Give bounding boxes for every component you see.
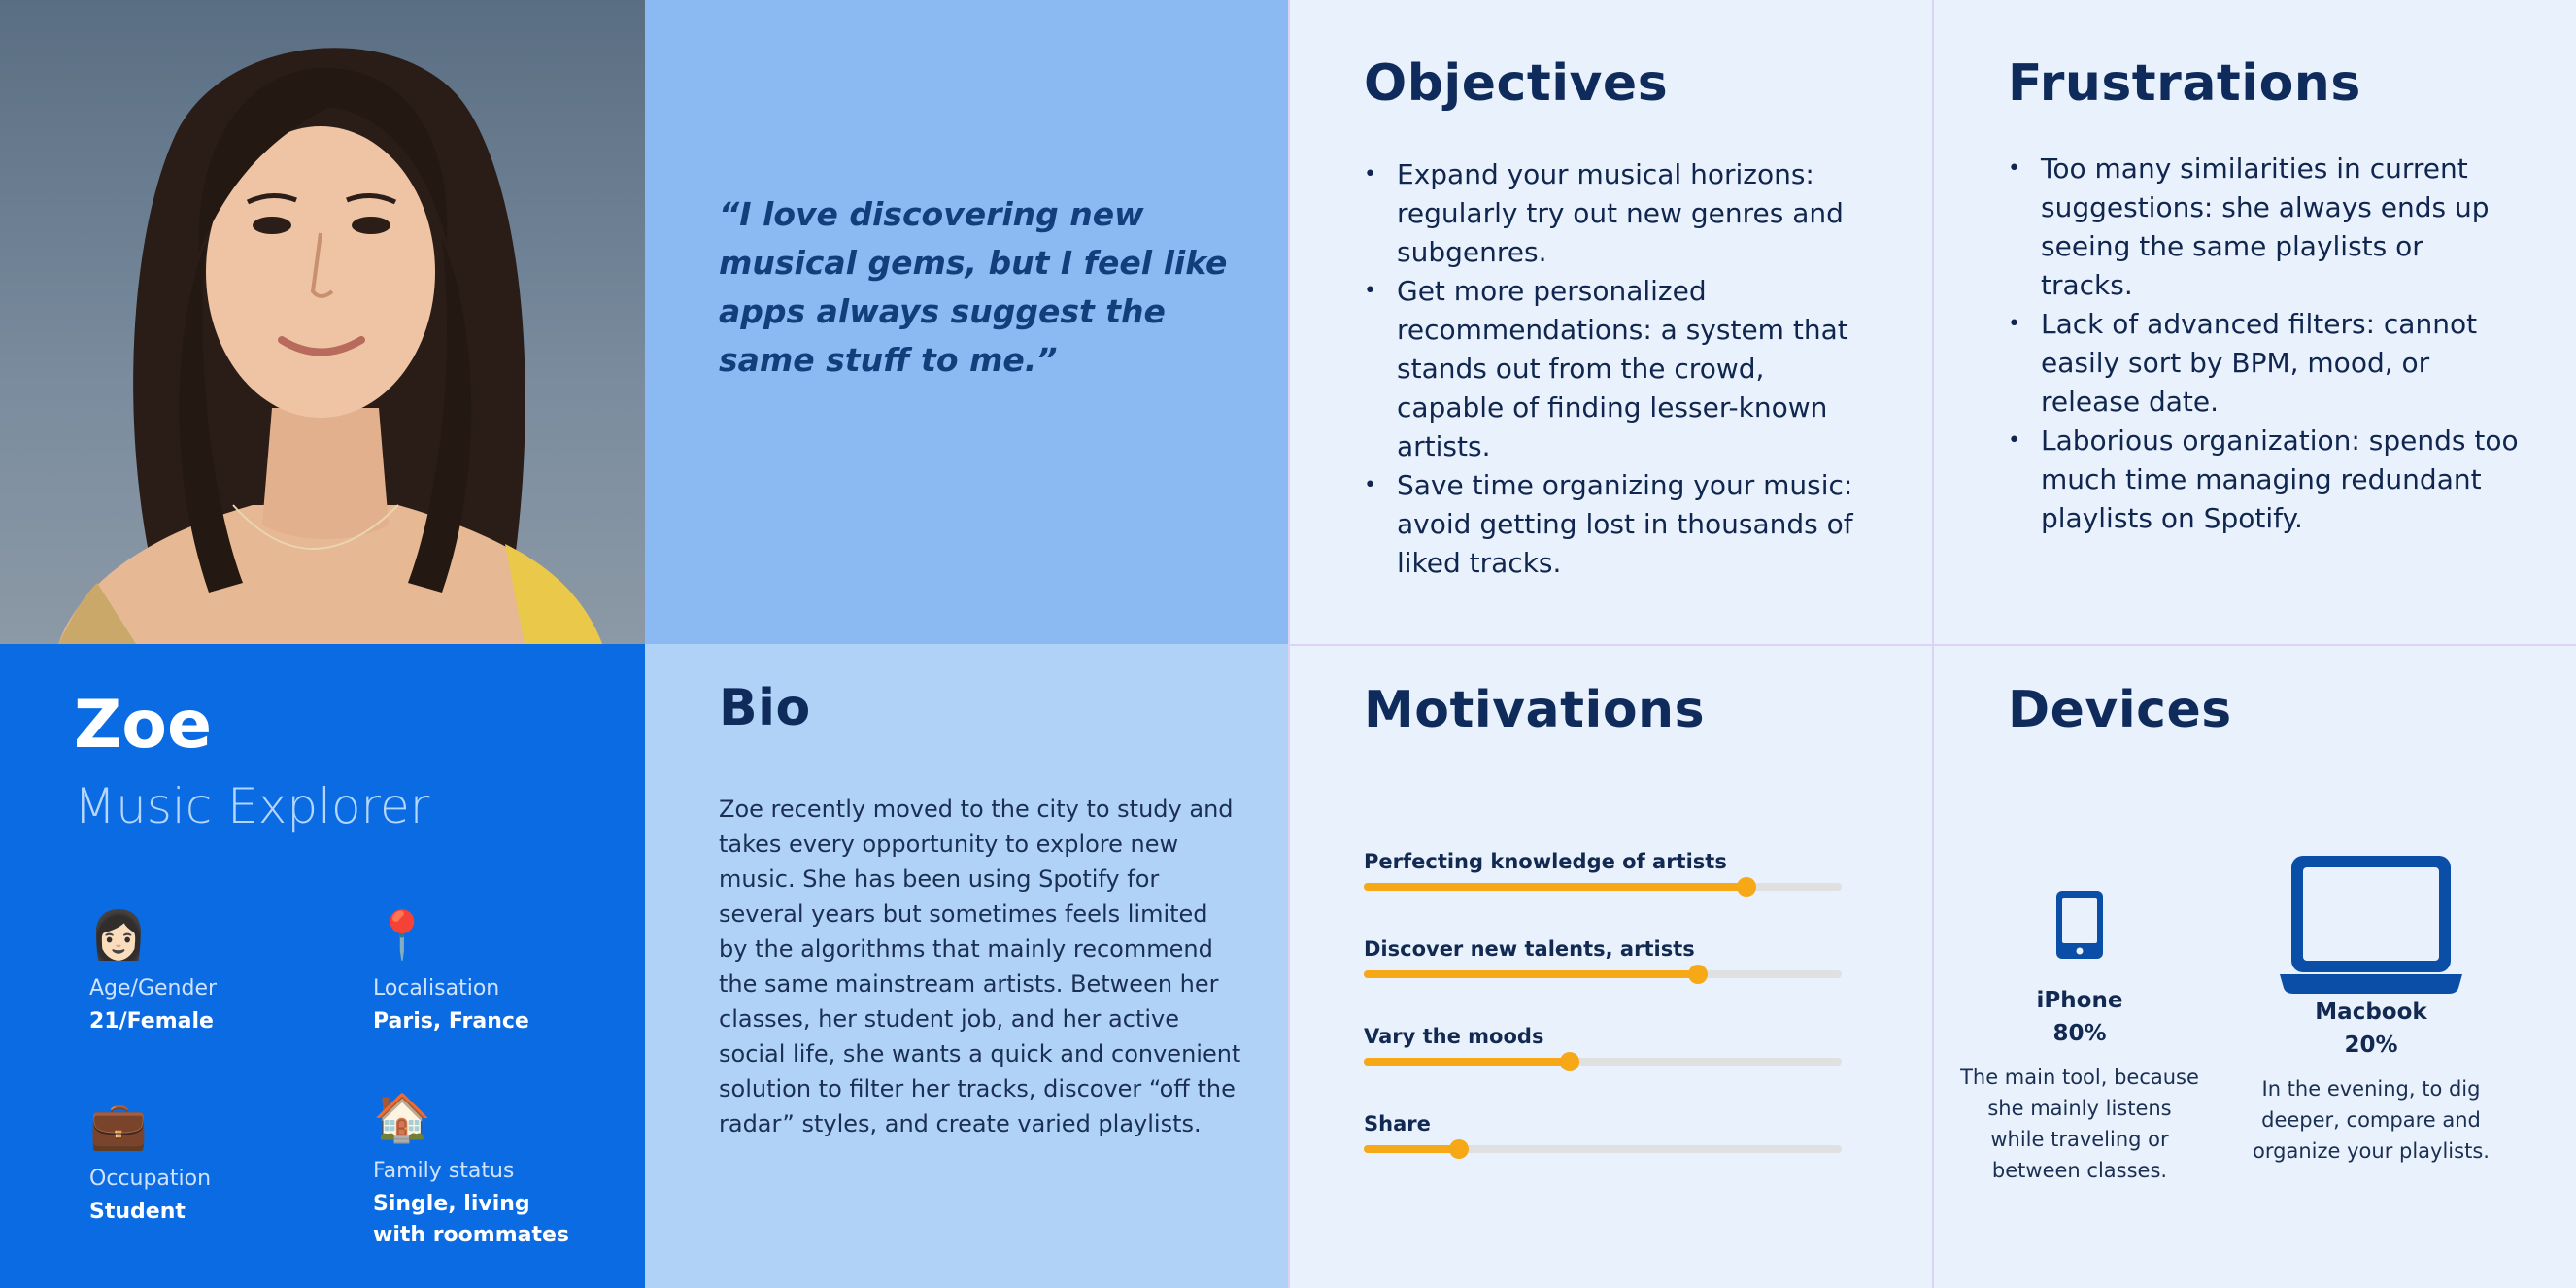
- persona-name: Zoe: [74, 687, 213, 763]
- list-item: • Laborious organization: spends too much time managing redundant playlists on Spotify.: [2008, 422, 2523, 538]
- motivation-knob: [1688, 965, 1708, 984]
- motivation-fill: [1364, 1058, 1570, 1066]
- motivation-item: [1364, 1112, 1842, 1153]
- objectives-title: Objectives: [1364, 54, 1669, 113]
- fact-age-gender: [89, 908, 322, 1037]
- list-item: • Too many similarities in current suggestions: she always ends up seeing the same playlists or tracks.: [2008, 150, 2523, 305]
- motivation-fill: [1364, 1145, 1459, 1153]
- motivation-track: [1364, 1058, 1842, 1066]
- device-description: [1953, 1062, 2206, 1186]
- pin-icon: 📍: [373, 908, 431, 963]
- persona-role: Music Explorer: [74, 778, 430, 834]
- motivation-track: [1364, 970, 1842, 978]
- fact-label: Localisation: [373, 976, 500, 1000]
- device-description: [2225, 1073, 2517, 1167]
- woman-icon: 👩🏻: [89, 908, 148, 963]
- fact-value-line: Single, living: [373, 1192, 530, 1216]
- device-iphone: [1953, 889, 2206, 1186]
- motivations-panel: [1288, 644, 1932, 1288]
- fact-label: Family status: [373, 1159, 515, 1183]
- briefcase-icon: 💼: [89, 1099, 148, 1153]
- motivations-title: Motivations: [1364, 681, 1706, 739]
- persona-portrait-image: [0, 0, 645, 644]
- fact-family-status: [373, 1091, 606, 1251]
- motivation-knob: [1560, 1052, 1579, 1071]
- bio-text: Zoe recently moved to the city to study and takes every opportunity to explore new music. She has been using Spotify for several years but sometimes feels limited by the algorithms that mainly recommend the same mainstream artists. Between her classes, her student job, and her active social life, she wants a quick and convenient solution to filter her tracks, discover “off the radar” styles, and create varied playlists.: [719, 796, 1241, 1137]
- device-macbook: [2225, 854, 2517, 1167]
- fact-value-line: with roommates: [373, 1223, 570, 1247]
- list-item: • Expand your musical horizons: regularly try out new genres and subgenres.: [1364, 155, 1869, 272]
- frustrations-list: [2008, 150, 2523, 538]
- description-line: she mainly listens: [1987, 1097, 2172, 1120]
- persona-photo: [0, 0, 645, 644]
- laptop-icon: [2278, 854, 2464, 996]
- motivation-item: [1364, 937, 1842, 978]
- bio-panel: [645, 644, 1288, 1288]
- bio-title: Bio: [719, 679, 811, 737]
- fact-localisation: [373, 908, 606, 1037]
- house-icon: 🏠: [373, 1091, 431, 1145]
- list-item: • Get more personalized recommendations: a system that stands out from the crowd, capable of finding lesser-known artists.: [1364, 272, 1869, 466]
- smartphone-icon: [2054, 889, 2105, 961]
- fact-label: Occupation: [89, 1167, 212, 1191]
- motivation-label: Discover new talents, artists: [1364, 937, 1695, 961]
- motivation-label: Vary the moods: [1364, 1025, 1544, 1048]
- motivation-track: [1364, 883, 1842, 891]
- motivation-item: [1364, 850, 1842, 891]
- fact-value: [373, 1189, 606, 1251]
- device-name: Macbook: [2315, 1000, 2427, 1025]
- motivation-fill: [1364, 883, 1746, 891]
- devices-title: Devices: [2008, 681, 2232, 739]
- list-item: • Lack of advanced filters: cannot easily sort by BPM, mood, or release date.: [2008, 305, 2523, 422]
- fact-label: Age/Gender: [89, 976, 218, 1000]
- description-line: organize your playlists.: [2253, 1139, 2490, 1163]
- motivation-label: Perfecting knowledge of artists: [1364, 850, 1727, 873]
- description-line: In the evening, to dig: [2261, 1077, 2481, 1101]
- device-share: 80%: [2052, 1021, 2107, 1046]
- motivation-knob: [1737, 877, 1756, 897]
- frustrations-title: Frustrations: [2008, 54, 2361, 113]
- list-item: • Save time organizing your music: avoid getting lost in thousands of liked tracks.: [1364, 466, 1869, 583]
- motivation-knob: [1449, 1139, 1469, 1159]
- device-name: iPhone: [2036, 988, 2123, 1013]
- description-line: The main tool, because: [1960, 1066, 2199, 1089]
- fact-value: Paris, France: [373, 1009, 529, 1034]
- identity-panel: [0, 644, 645, 1288]
- fact-value: 21/Female: [89, 1009, 214, 1034]
- persona-quote: “I love discovering new musical gems, but I feel like apps always suggest the same stuff to me.”: [719, 195, 1228, 379]
- quote-panel: [645, 0, 1288, 644]
- motivation-label: Share: [1364, 1112, 1431, 1135]
- fact-value: Student: [89, 1200, 186, 1224]
- objectives-list: [1364, 155, 1869, 583]
- motivation-track: [1364, 1145, 1842, 1153]
- objectives-panel: [1288, 0, 1932, 644]
- fact-occupation: [89, 1099, 322, 1228]
- description-line: between classes.: [1991, 1159, 2168, 1182]
- device-share: 20%: [2344, 1033, 2398, 1058]
- description-line: deeper, compare and: [2261, 1108, 2481, 1132]
- motivation-item: [1364, 1025, 1842, 1066]
- description-line: while traveling or: [1990, 1128, 2169, 1151]
- devices-panel: [1932, 644, 2576, 1288]
- frustrations-panel: [1932, 0, 2576, 644]
- motivation-fill: [1364, 970, 1698, 978]
